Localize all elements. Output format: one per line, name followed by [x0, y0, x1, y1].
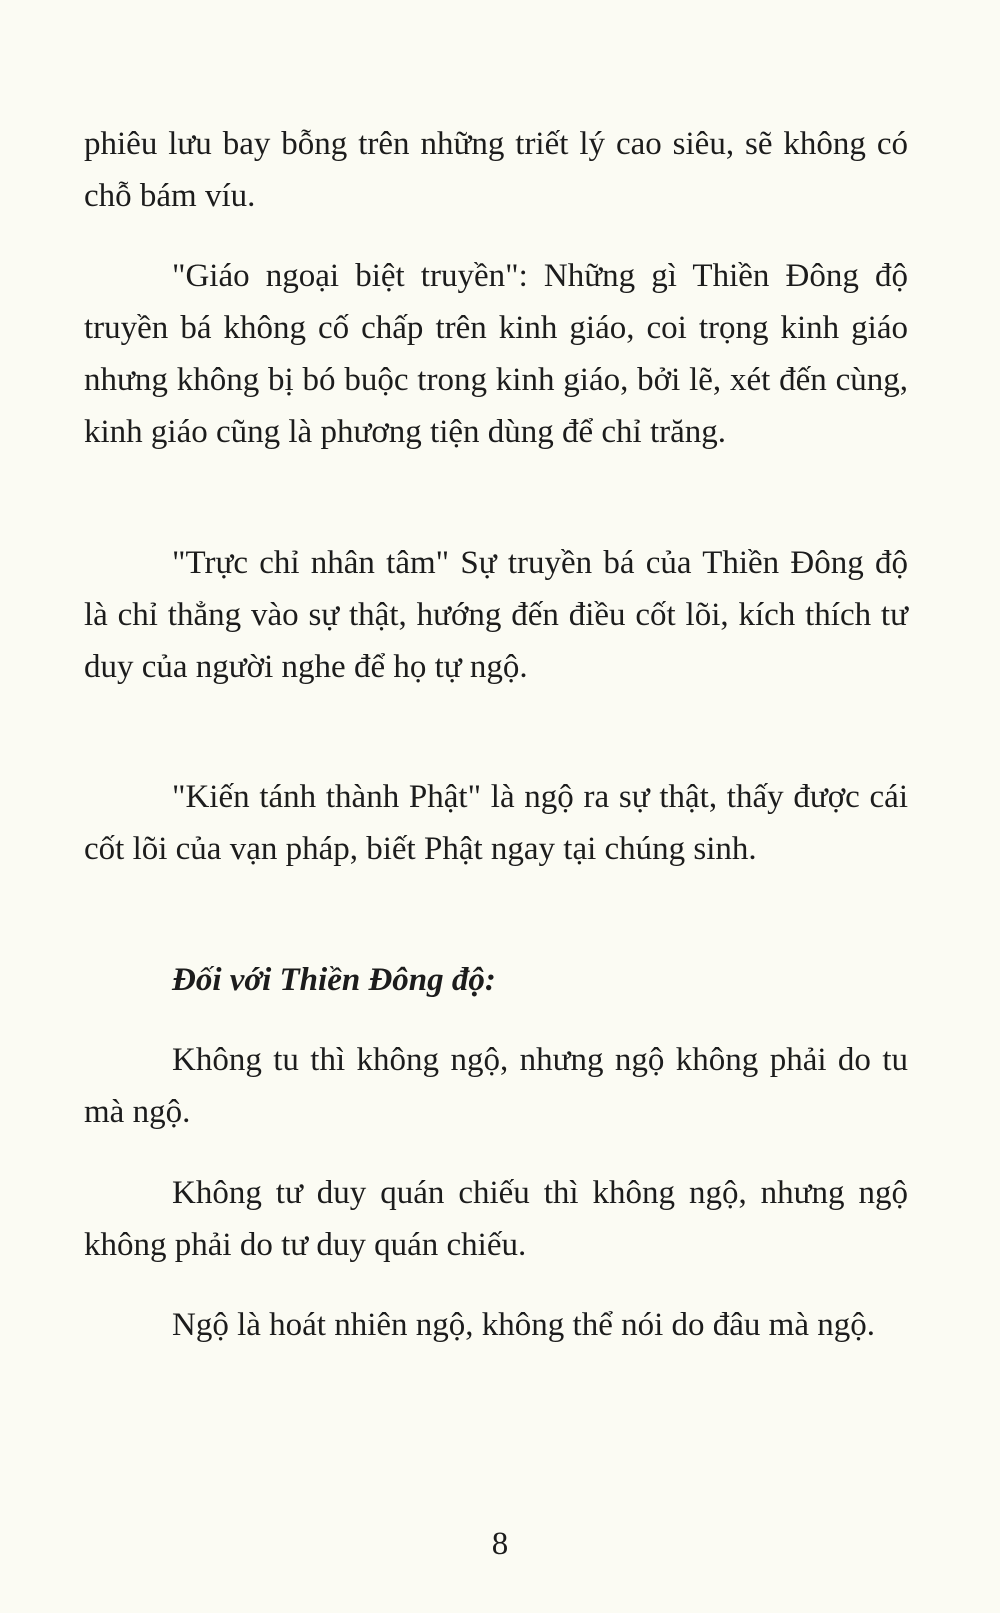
paragraph-giao-ngoai-biet-truyen: "Giáo ngoại biệt truyền": Những gì Thiền Đông độ truyền bá không cố chấp trên kinh giáo, coi trọng kinh giáo nhưng không bị bó buộc trong kinh giáo, bởi lẽ, xét đến cùng, kinh giáo cũng là phương tiện dùng để chỉ trăng.	[84, 258, 908, 450]
paragraph-kien-tanh-thanh-phat: "Kiến tánh thành Phật" là ngộ ra sự thật, thấy được cái cốt lõi của vạn pháp, biết Phật ngay tại chúng sinh.	[84, 779, 908, 867]
paragraph-hoat-nhien-ngo: Ngộ là hoát nhiên ngộ, không thể nói do đâu mà ngộ.	[172, 1307, 875, 1343]
paragraph-khong-tu-duy: Không tư duy quán chiếu thì không ngộ, nhưng ngộ không phải do tư duy quán chiếu.	[84, 1175, 908, 1263]
paragraph-truc-chi-nhan-tam: "Trực chỉ nhân tâm" Sự truyền bá của Thiền Đông độ là chỉ thẳng vào sự thật, hướng đến điều cốt lõi, kích thích tư duy của người nghe để họ tự ngộ.	[84, 545, 908, 685]
page-number: 8	[491, 1526, 509, 1562]
section-heading: Đối với Thiền Đông độ:	[172, 962, 496, 998]
paragraph-khong-tu: Không tu thì không ngộ, nhưng ngộ không phải do tu mà ngộ.	[84, 1042, 908, 1130]
paragraph-continuation: phiêu lưu bay bỗng trên những triết lý cao siêu, sẽ không có chỗ bám víu.	[84, 126, 908, 214]
